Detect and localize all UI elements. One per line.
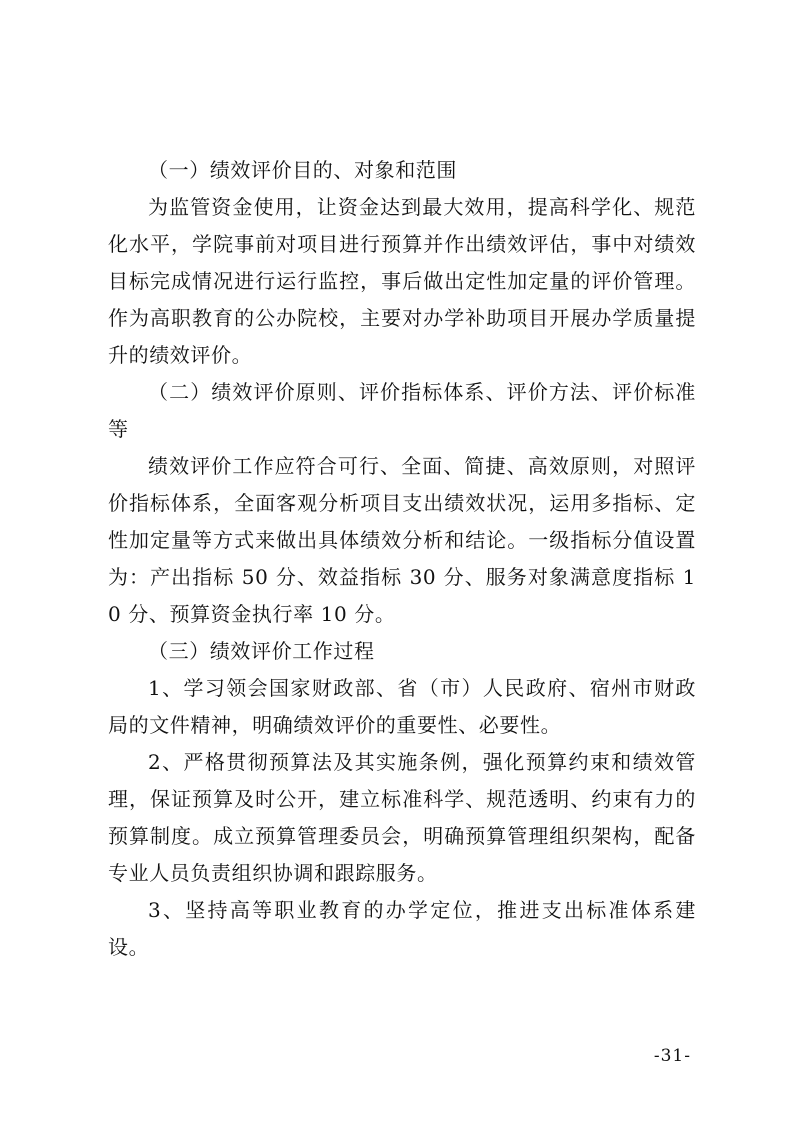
- body-paragraph-4: 2、严格贯彻预算法及其实施条例，强化预算约束和绩效管理，保证预算及时公开，建立标准科学、规范透明、约束有力的预算制度。成立预算管理委员会，明确预算管理组织架构，配备专业人员负责组织协调和跟踪服务。: [108, 750, 696, 885]
- section-heading-1: （一）绩效评价目的、对象和范围: [148, 158, 457, 182]
- document-body: [108, 152, 696, 966]
- section-heading-3: （三）绩效评价工作过程: [148, 639, 375, 663]
- body-paragraph-1: 为监管资金使用，让资金达到最大效用，提高科学化、规范化水平，学院事前对项目进行预算并作出绩效评估，事中对绩效目标完成情况进行运行监控，事后做出定性加定量的评价管理。作为高职教育的公办院校，主要对办学补助项目开展办学质量提升的绩效评价。: [108, 195, 696, 367]
- body-paragraph-3: 1、学习领会国家财政部、省（市）人民政府、宿州市财政局的文件精神，明确绩效评价的重要性、必要性。: [108, 676, 696, 737]
- body-paragraph-5: 3、坚持高等职业教育的办学定位，推进支出标准体系建设。: [108, 898, 696, 959]
- body-paragraph-2: 绩效评价工作应符合可行、全面、简捷、高效原则，对照评价指标体系，全面客观分析项目支出绩效状况，运用多指标、定性加定量等方式来做出具体绩效分析和结论。一级指标分值设置为：产出指标 50 分、效益指标 30 分、服务对象满意度指标 10 分、预算资金执行率 10 分。: [108, 454, 696, 626]
- section-heading-2: （二）绩效评价原则、评价指标体系、评价方法、评价标准等: [108, 380, 696, 441]
- page-number: -31-: [653, 1046, 691, 1066]
